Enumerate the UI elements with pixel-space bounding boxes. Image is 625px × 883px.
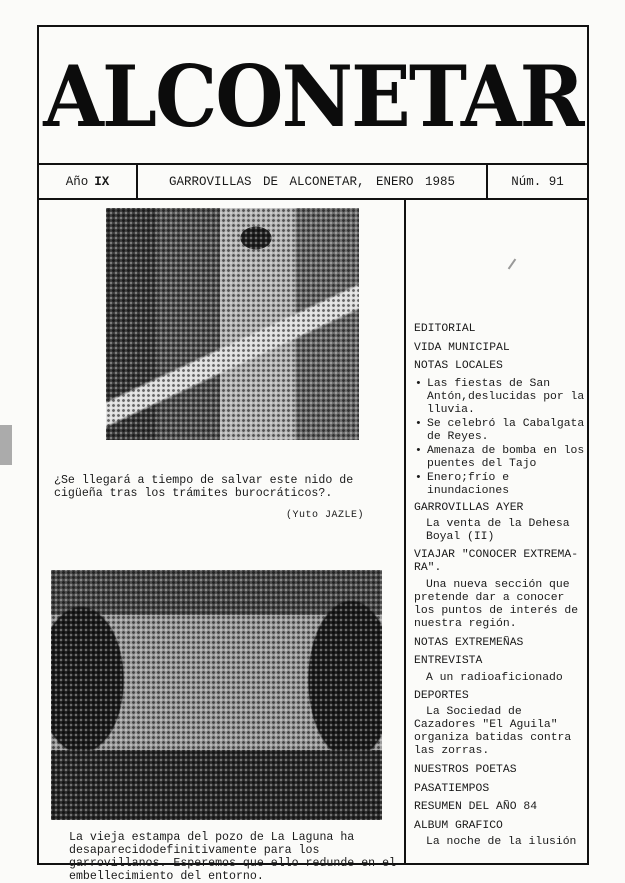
year-label: Año <box>65 174 89 189</box>
content-area <box>39 200 587 883</box>
toc-vida-municipal: VIDA MUNICIPAL <box>414 341 510 354</box>
toc-garrovillas-ayer-desc: La venta de la Dehesa Boyal (II) <box>426 518 570 543</box>
year-cell <box>39 165 138 198</box>
contents-sidebar <box>404 200 587 863</box>
table-of-contents <box>414 323 586 854</box>
scan-scratch-mark <box>508 259 517 270</box>
toc-viajar: VIAJAR "CONOCER EXTREMA-RA". <box>414 549 579 574</box>
masthead <box>39 27 587 165</box>
notas-locales-list <box>414 378 586 498</box>
list-item: • Se celebró la Cabalgata de Reyes. <box>414 418 586 444</box>
year-value: IX <box>94 174 110 189</box>
list-item: • Las fiestas de San Antón,deslucidas por la lluvia. <box>414 378 586 417</box>
stork-nest-photo <box>106 208 359 440</box>
toc-album-grafico-desc: La noche de la ilusión <box>426 836 577 848</box>
toc-notas-extremenas: NOTAS EXTREMEÑAS <box>414 636 524 649</box>
toc-nuestros-poetas: NUESTROS POETAS <box>414 764 517 776</box>
toc-deportes: DEPORTES <box>414 689 469 702</box>
toc-viajar-desc: Una nueva sección que pretende dar a conocer los puntos de interés de nuestra región. <box>414 578 579 630</box>
toc-entrevista: ENTREVISTA <box>414 655 483 667</box>
issue-number: Núm. 91 <box>511 174 564 189</box>
toc-garrovillas-ayer: GARROVILLAS AYER <box>414 501 524 514</box>
newspaper-page <box>37 25 589 883</box>
list-item: • Amenaza de bomba en los puentes del Tajo <box>414 445 586 471</box>
toc-notas-locales: NOTAS LOCALES <box>414 360 503 372</box>
toc-entrevista-desc: A un radioaficionado <box>426 671 563 684</box>
toc-deportes-desc: La Sociedad de Cazadores "El Aguila" organiza batidas contra las zorras. <box>414 706 572 757</box>
well-photo <box>51 570 382 820</box>
toc-pasatiempos: PASATIEMPOS <box>414 782 490 795</box>
toc-editorial: EDITORIAL <box>414 323 476 335</box>
photo-caption-1: ¿Se llegará a tiempo de salvar este nido de cigüeña tras los trámites burocráticos?. <box>54 474 354 500</box>
photo-caption-2: La vieja estampa del pozo de La Laguna ha desaparecidodefinitivamente para los garrovillanos. Esperemos que ello redunde en el embellecimiento del entorno. <box>69 831 396 883</box>
toc-resumen: RESUMEN DEL AÑO 84 <box>414 801 538 813</box>
photo-credit: (Yuto JAZLE) <box>286 510 365 521</box>
place-date: GARROVILLAS DE ALCONETAR, ENERO 1985 <box>138 165 488 198</box>
list-item: • Enero;frío e inundaciones <box>414 472 586 498</box>
scan-edge-mark <box>0 425 12 465</box>
toc-album-grafico: ALBUM GRAFICO <box>414 819 503 832</box>
newspaper-title: ALCONETAR <box>43 47 583 146</box>
issue-info-row <box>39 165 587 200</box>
